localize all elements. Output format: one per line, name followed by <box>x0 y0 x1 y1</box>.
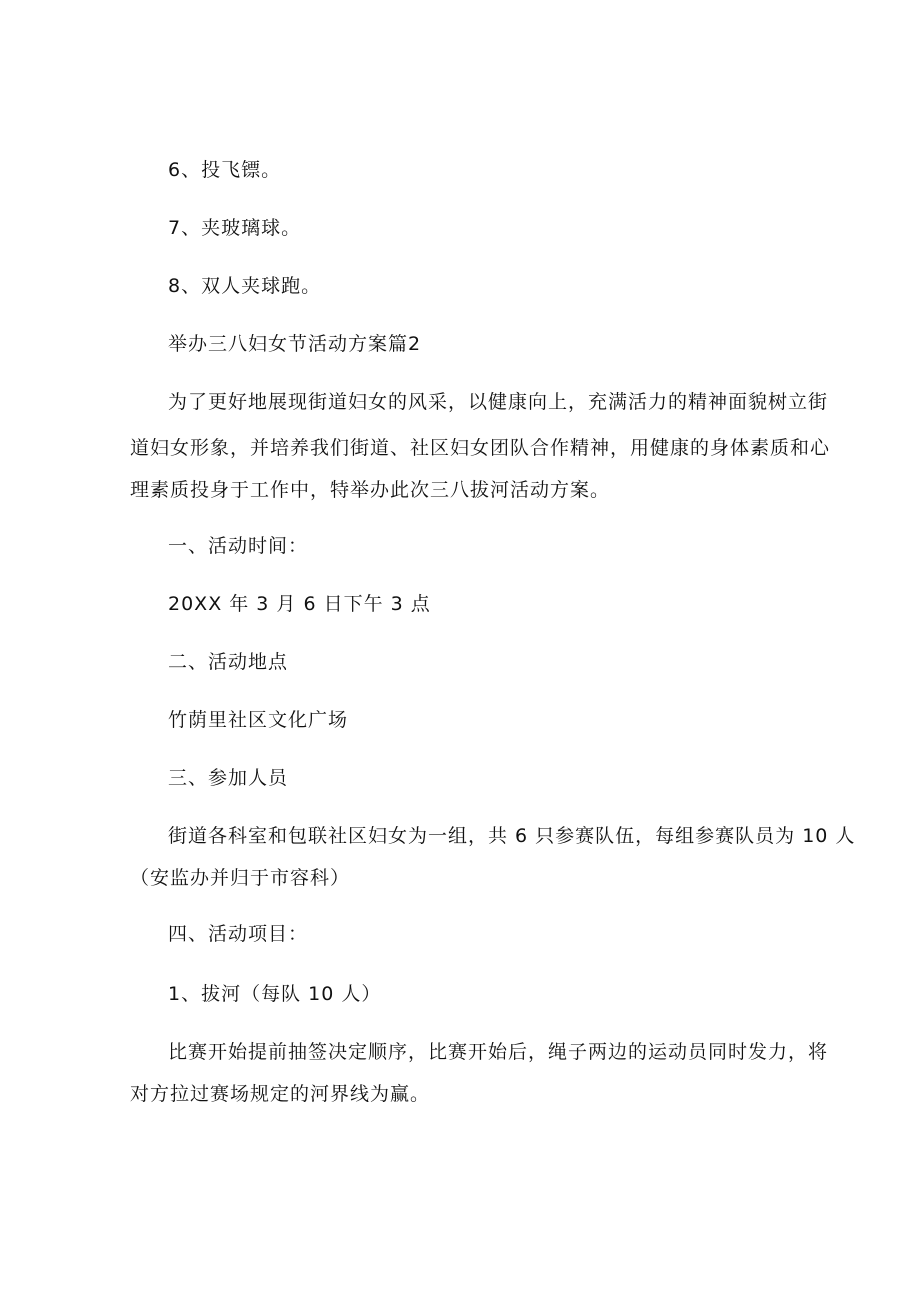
heading-time: 一、活动时间： <box>168 535 309 557</box>
rules-line-2: 对方拉过赛场规定的河界线为赢。 <box>130 1083 431 1105</box>
item-tug-of-war: 1、拔河（每队 10 人） <box>168 983 382 1005</box>
event-time: 20XX 年 3 月 6 日下午 3 点 <box>168 593 431 615</box>
intro-paragraph-line-3: 理素质投身于工作中，特举办此次三八拔河活动方案。 <box>130 479 611 501</box>
event-location: 竹荫里社区文化广场 <box>168 709 349 731</box>
heading-items: 四、活动项目： <box>168 923 309 945</box>
participants-line-1: 街道各科室和包联社区妇女为一组，共 6 只参赛队伍，每组参赛队员为 10 人 <box>168 825 856 847</box>
heading-location: 二、活动地点 <box>168 651 289 673</box>
participants-line-2: （安监办并归于市容科） <box>130 867 351 889</box>
section-title: 举办三八妇女节活动方案篇2 <box>168 333 422 355</box>
item-7: 7、夹玻璃球。 <box>168 217 302 239</box>
heading-participants: 三、参加人员 <box>168 767 289 789</box>
intro-paragraph-line-1: 为了更好地展现街道妇女的风采，以健康向上，充满活力的精神面貌树立街 <box>168 391 829 413</box>
rules-line-1: 比赛开始提前抽签决定顺序，比赛开始后，绳子两边的运动员同时发力，将 <box>168 1041 829 1063</box>
item-6: 6、投飞镖。 <box>168 159 282 181</box>
intro-paragraph-line-2: 道妇女形象，并培养我们街道、社区妇女团队合作精神，用健康的身体素质和心 <box>130 437 831 459</box>
item-8: 8、双人夹球跑。 <box>168 275 322 297</box>
